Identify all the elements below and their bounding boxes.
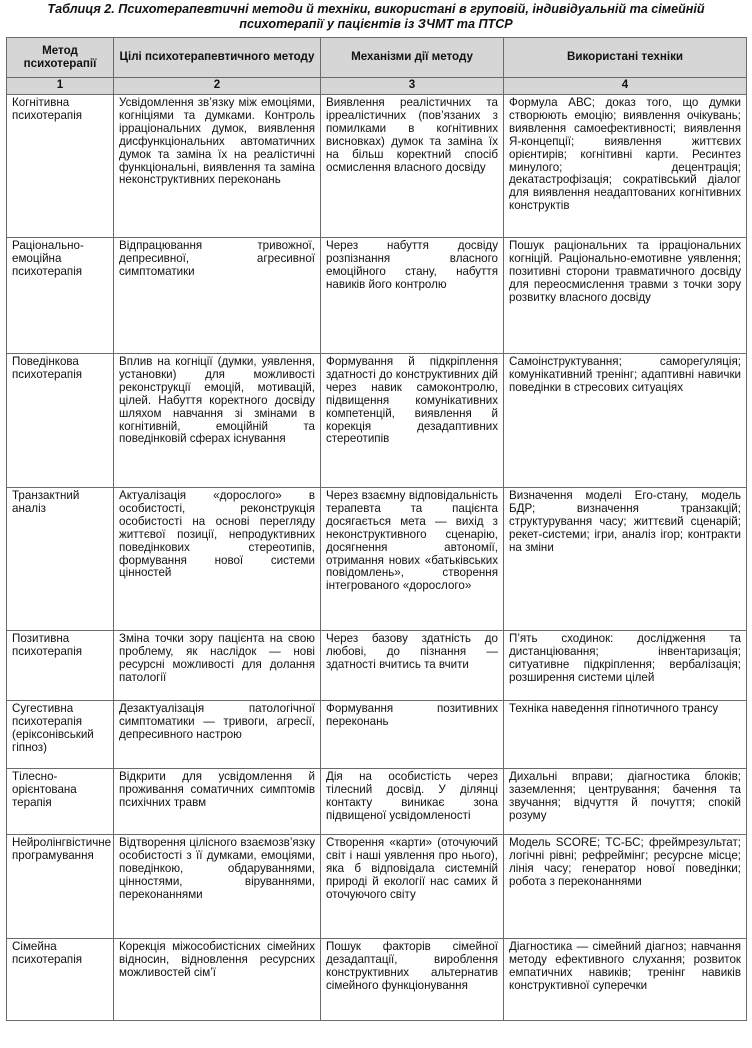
psychotherapy-methods-table — [6, 37, 747, 1021]
table-body — [7, 95, 747, 1021]
column-header-techniques: Використані техніки — [504, 38, 747, 78]
techniques-cell: Пошук раціональних та ірраціональних когніцій. Раціонально-емотивне уявлення; позитивні сторони травматичного досвіду для переосмислення травми з точки зору розвитку власного досвіду — [504, 238, 747, 354]
column-number-row — [7, 78, 747, 95]
column-header-goals: Цілі психотерапевтичного методу — [114, 38, 321, 78]
mechanisms-cell: Через взаємну відповідальність терапевта та пацієнта досягається мета — вихід з неконструктивного сценарію, досягнення автономії, отримання нових «батьківських повідомлень», створення інтегрованого «дорослого» — [321, 488, 504, 631]
method-cell: Когнітивна психотерапія — [7, 95, 114, 238]
column-header-mechanisms: Механізми дії методу — [321, 38, 504, 78]
table-row — [7, 769, 747, 835]
table-row — [7, 631, 747, 701]
column-number: 1 — [7, 78, 114, 95]
table-row — [7, 95, 747, 238]
table-header-row — [7, 38, 747, 78]
method-cell: Тілесно-орієнтована терапія — [7, 769, 114, 835]
goals-cell: Актуалізація «дорослого» в особистості, реконструкція особистості на основі перегляду життєвої позиції, непродуктивних поведінкових стереотипів, формування нової системи цінностей — [114, 488, 321, 631]
goals-cell: Відпрацювання тривожної, депресивної, агресивної симптоматики — [114, 238, 321, 354]
mechanisms-cell: Формування й підкріплення здатності до конструктивних дій через навик самоконтролю, підвищення комунікативних компетенцій, виявлення й корекція дезадаптивних стереотипів — [321, 354, 504, 488]
techniques-cell: Дихальні вправи; діагностика блоків; заземлення; центрування; бачення та звучання; відчуття й почуття; спокій розуму — [504, 769, 747, 835]
method-cell: Раціонально-емоційна психотерапія — [7, 238, 114, 354]
column-header-method: Метод психотерапії — [7, 38, 114, 78]
techniques-cell: Самоінструктування; саморегуляція; комунікативний тренінг; адаптивні навички поведінки в стресових ситуаціях — [504, 354, 747, 488]
table-caption: Таблиця 2. Психотерапевтичні методи й техніки, використані в груповій, індивідуальній та сімейній психотерапії у пацієнтів із ЗЧМТ та ПТСР — [47, 2, 705, 31]
column-number: 4 — [504, 78, 747, 95]
mechanisms-cell: Формування позитивних переконань — [321, 701, 504, 769]
column-number: 3 — [321, 78, 504, 95]
method-cell: Сімейна психотерапія — [7, 939, 114, 1021]
method-cell: Поведінкова психотерапія — [7, 354, 114, 488]
table-row — [7, 238, 747, 354]
mechanisms-cell: Дія на особистість через тілесний досвід. У ділянці контакту виникає зона підвищеної усвідомленості — [321, 769, 504, 835]
mechanisms-cell: Через набуття досвіду розпізнання власного емоційного стану, набуття навиків його контролю — [321, 238, 504, 354]
techniques-cell: Визначення моделі Его-стану, модель БДР; визначення транзакцій; структурування часу; життєвий сценарій; рекет-системи; ігри, аналіз ігор; контракти на зміни — [504, 488, 747, 631]
goals-cell: Дезактуалізація патологічної симптоматики — тривоги, агресії, депресивного настрою — [114, 701, 321, 769]
goals-cell: Корекція міжособистісних сімейних відносин, відновлення ресурсних можливостей сім’ї — [114, 939, 321, 1021]
column-number: 2 — [114, 78, 321, 95]
mechanisms-cell: Виявлення реалістичних та ірреалістичних (пов’язаних з помилками в когнітивних висновках) думок та заміна їх на більш коректний спосіб осмислення власного досвіду — [321, 95, 504, 238]
techniques-cell: Формула АВС; доказ того, що думки створюють емоцію; виявлення очікувань; виявлення самоефективності; виявлення Я-концепції; виявлення життєвих орієнтирів; когнітивні карти. Ресинтез минулого; децентрація; декатастрофізація; сократівський діалог для виявлення неадаптованих когнітивних конструктів — [504, 95, 747, 238]
table-row — [7, 939, 747, 1021]
mechanisms-cell: Створення «карти» (оточуючий світ і наші уявлення про нього), яка б відповідала системній природі й екології нас самих й оточуючого світу — [321, 835, 504, 939]
table-row — [7, 835, 747, 939]
mechanisms-cell: Через базову здатність до любові, до пізнання — здатності вчитись та вчити — [321, 631, 504, 701]
goals-cell: Відтворення цілісного взаємозв’язку особистості з її думками, емоціями, поведінкою, обдаруваннями, цінностями, віруваннями, переконаннями — [114, 835, 321, 939]
table-row — [7, 701, 747, 769]
method-cell: Транзактний аналіз — [7, 488, 114, 631]
method-cell: Нейролінгвістичне програмування — [7, 835, 114, 939]
techniques-cell: Діагностика — сімейний діагноз; навчання методу ефективного слухання; розвиток емпатичних навиків; тренінг навиків конструктивної суперечки — [504, 939, 747, 1021]
goals-cell: Відкрити для усвідомлення й проживання соматичних симптомів психічних травм — [114, 769, 321, 835]
goals-cell: Усвідомлення зв’язку між емоціями, когніціями та думками. Контроль ірраціональних думок, виявлення дисфункціональних автоматичних думок та заміна їх на реалістичні функціональні, виявлення та заміна неконструктивних переконань — [114, 95, 321, 238]
table-row — [7, 488, 747, 631]
techniques-cell: Модель SCORE; ТС-БС; фреймрезультат; логічні рівні; рефреймінг; ресурсне місце; лінія часу; генератор нової поведінки; робота з переконаннями — [504, 835, 747, 939]
method-cell: Сугестивна психотерапія (еріксонівський гіпноз) — [7, 701, 114, 769]
techniques-cell: П’ять сходинок: дослідження та дистанціювання; інвентаризація; ситуативне підкріплення; вербалізація; розширення системи цілей — [504, 631, 747, 701]
techniques-cell: Техніка наведення гіпнотичного трансу — [504, 701, 747, 769]
mechanisms-cell: Пошук факторів сімейної дезадаптації, вироблення конструктивних альтернатив сімейного функціонування — [321, 939, 504, 1021]
table-row — [7, 354, 747, 488]
method-cell: Позитивна психотерапія — [7, 631, 114, 701]
goals-cell: Зміна точки зору пацієнта на свою проблему, як наслідок — нові ресурсні можливості для долання патології — [114, 631, 321, 701]
goals-cell: Вплив на когніції (думки, уявлення, установки) для можливості реконструкції емоцій, мотивацій, цілей. Набуття коректного досвіду шляхом навчання зі змінами в когнітивній, емоційній та поведінковій сферах існування — [114, 354, 321, 488]
